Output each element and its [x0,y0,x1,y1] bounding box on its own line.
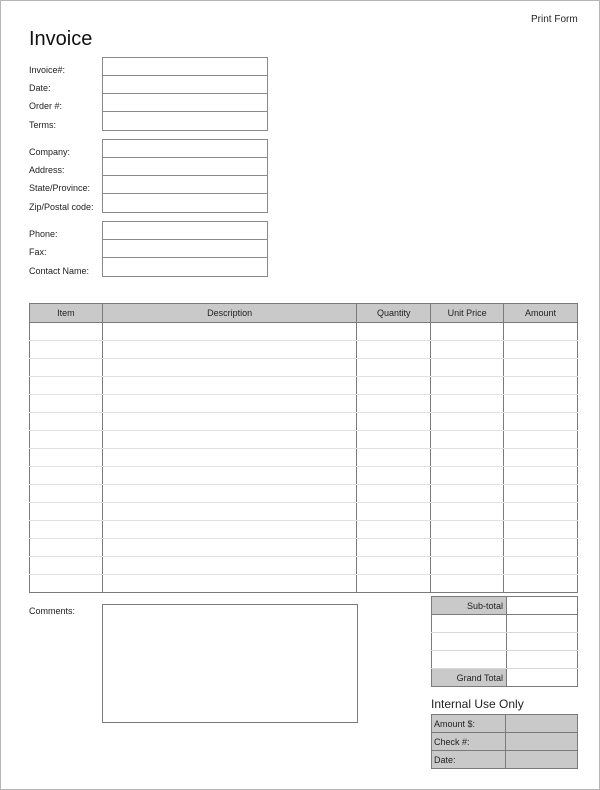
unit-price-cell[interactable] [431,503,504,521]
table-row [30,575,578,593]
description-cell[interactable] [102,467,356,485]
table-row [30,467,578,485]
fax-field[interactable] [103,240,267,258]
description-cell[interactable] [102,413,356,431]
unit-price-cell[interactable] [431,413,504,431]
internal-use-table [431,714,578,769]
item-cell[interactable] [30,395,103,413]
description-cell[interactable] [102,359,356,377]
print-form-link[interactable]: Print Form [531,14,578,25]
internal-date-label: Date: [432,751,506,769]
item-cell[interactable] [30,521,103,539]
internal-use-title: Internal Use Only [431,697,524,711]
tax-value-cell[interactable] [507,615,578,633]
amount-cell[interactable] [504,557,578,575]
item-cell[interactable] [30,557,103,575]
item-cell[interactable] [30,341,103,359]
quantity-cell[interactable] [357,377,431,395]
item-cell[interactable] [30,323,103,341]
quantity-cell[interactable] [357,539,431,557]
item-cell[interactable] [30,503,103,521]
check-number-field[interactable] [506,733,578,751]
address-field[interactable] [103,158,267,176]
contact-details-group [102,221,268,277]
amount-cell[interactable] [504,341,578,359]
description-column-header: Description [102,304,356,323]
table-row [30,323,578,341]
shipping-label-cell[interactable] [432,633,507,651]
quantity-cell[interactable] [357,503,431,521]
check-number-label: Check #: [432,733,506,751]
description-cell[interactable] [102,521,356,539]
comments-label: Comments: [29,606,76,616]
description-cell[interactable] [102,575,356,593]
totals-table [431,596,578,687]
unit-price-cell[interactable] [431,323,504,341]
contact-name-field[interactable] [103,258,267,276]
terms-label: Terms: [29,120,56,130]
state-province-label: State/Province: [29,183,91,193]
description-cell[interactable] [102,323,356,341]
amount-cell[interactable] [504,575,578,593]
table-row [30,413,578,431]
company-label: Company: [29,147,71,157]
unit-price-cell[interactable] [431,521,504,539]
amount-label: Amount $: [432,715,506,733]
item-cell[interactable] [30,377,103,395]
amount-cell[interactable] [504,413,578,431]
quantity-cell[interactable] [357,557,431,575]
other-value-cell[interactable] [507,651,578,669]
unit-price-cell[interactable] [431,449,504,467]
item-cell[interactable] [30,449,103,467]
quantity-cell[interactable] [357,575,431,593]
order-number-field[interactable] [103,94,267,112]
unit-price-cell[interactable] [431,395,504,413]
item-cell[interactable] [30,485,103,503]
date-label: Date: [29,83,51,93]
items-table [29,303,578,593]
amount-cell[interactable] [504,485,578,503]
state-province-field[interactable] [103,176,267,194]
unit-price-cell[interactable] [431,557,504,575]
items-body [30,323,578,593]
table-row [30,521,578,539]
invoice-number-field[interactable] [103,58,267,76]
items-header-row [30,304,578,323]
grand-total-field[interactable] [507,669,578,687]
amount-column-header: Amount [504,304,578,323]
amount-cell[interactable] [504,539,578,557]
unit-price-cell[interactable] [431,359,504,377]
other-label-cell[interactable] [432,651,507,669]
item-cell[interactable] [30,359,103,377]
table-row [30,341,578,359]
page-title: Invoice [29,28,93,50]
item-cell[interactable] [30,539,103,557]
grand-total-label: Grand Total [432,669,507,687]
amount-cell[interactable] [504,359,578,377]
quantity-cell[interactable] [357,521,431,539]
description-cell[interactable] [102,377,356,395]
quantity-cell[interactable] [357,395,431,413]
unit-price-cell[interactable] [431,539,504,557]
contact-name-label: Contact Name: [29,266,90,276]
unit-price-column-header: Unit Price [431,304,504,323]
shipping-value-cell[interactable] [507,633,578,651]
invoice-details-group [102,57,268,131]
quantity-column-header: Quantity [357,304,431,323]
company-field[interactable] [103,140,267,158]
amount-cell[interactable] [504,521,578,539]
item-cell[interactable] [30,467,103,485]
quantity-cell[interactable] [357,467,431,485]
zip-postal-label: Zip/Postal code: [29,202,94,212]
amount-cell[interactable] [504,323,578,341]
unit-price-cell[interactable] [431,377,504,395]
item-cell[interactable] [30,575,103,593]
fax-label: Fax: [29,247,47,257]
quantity-cell[interactable] [357,431,431,449]
amount-cell[interactable] [504,431,578,449]
unit-price-cell[interactable] [431,575,504,593]
description-cell[interactable] [102,341,356,359]
quantity-cell[interactable] [357,485,431,503]
table-row [30,377,578,395]
table-row [30,395,578,413]
amount-cell[interactable] [504,467,578,485]
internal-date-field[interactable] [506,751,578,769]
table-row [30,557,578,575]
comments-field[interactable] [102,604,358,723]
order-number-label: Order #: [29,101,63,111]
unit-price-cell[interactable] [431,431,504,449]
quantity-cell[interactable] [357,449,431,467]
table-row [30,449,578,467]
phone-label: Phone: [29,229,58,239]
subtotal-field[interactable] [507,597,578,615]
quantity-cell[interactable] [357,323,431,341]
description-cell[interactable] [102,395,356,413]
amount-cell[interactable] [504,449,578,467]
invoice-number-label: Invoice#: [29,65,66,75]
table-row [30,503,578,521]
quantity-cell[interactable] [357,341,431,359]
unit-price-cell[interactable] [431,485,504,503]
description-cell[interactable] [102,557,356,575]
quantity-cell[interactable] [357,413,431,431]
table-row [30,359,578,377]
company-details-group [102,139,268,213]
amount-field[interactable] [506,715,578,733]
description-cell[interactable] [102,449,356,467]
table-row [30,539,578,557]
description-cell[interactable] [102,431,356,449]
item-cell[interactable] [30,413,103,431]
description-cell[interactable] [102,485,356,503]
terms-field[interactable] [103,112,267,130]
item-cell[interactable] [30,431,103,449]
item-column-header: Item [30,304,103,323]
description-cell[interactable] [102,539,356,557]
zip-postal-field[interactable] [103,194,267,212]
unit-price-cell[interactable] [431,341,504,359]
description-cell[interactable] [102,503,356,521]
address-label: Address: [29,165,65,175]
table-row [30,431,578,449]
subtotal-label: Sub-total [432,597,507,615]
amount-cell[interactable] [504,395,578,413]
date-field[interactable] [103,76,267,94]
table-row [30,485,578,503]
quantity-cell[interactable] [357,359,431,377]
tax-label-cell[interactable] [432,615,507,633]
phone-field[interactable] [103,222,267,240]
unit-price-cell[interactable] [431,467,504,485]
amount-cell[interactable] [504,377,578,395]
amount-cell[interactable] [504,503,578,521]
